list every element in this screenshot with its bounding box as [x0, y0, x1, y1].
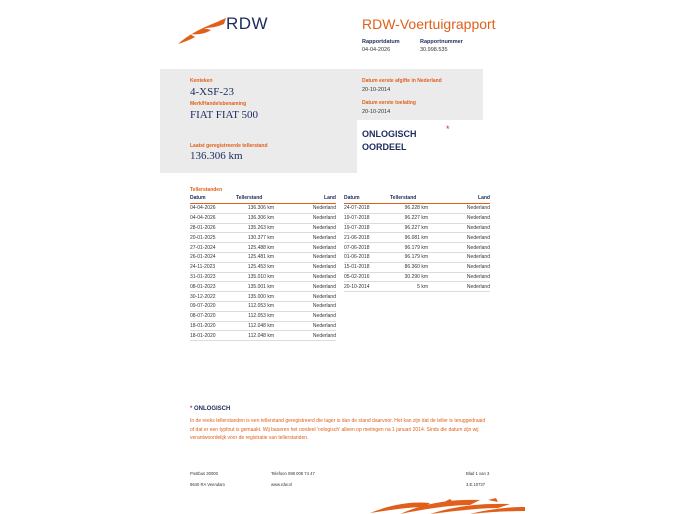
cell-reading: 96.081 km: [388, 233, 428, 243]
verdict-line-2: OORDEEL: [362, 141, 407, 152]
cell-date: 09-07-2020: [190, 301, 234, 311]
footer-page-number: Blad 1 van 3: [466, 471, 490, 476]
cell-reading: 136.306 km: [234, 213, 274, 223]
table-row: [190, 321, 336, 331]
cell-date: 04-04-2026: [190, 213, 234, 223]
cell-date: 04-04-2026: [190, 204, 234, 214]
verdict: [362, 128, 417, 153]
table-row: [190, 311, 336, 321]
cell-country: Nederland: [428, 223, 490, 233]
report-date-label: Rapportdatum: [362, 39, 400, 45]
plate-value: 4-XSF-23: [190, 86, 235, 98]
rdw-logo-icon: [177, 18, 227, 46]
cell-date: 08-07-2020: [190, 311, 234, 321]
cell-country: Nederland: [274, 252, 336, 262]
cell-reading: 96.179 km: [388, 252, 428, 262]
table-row: [190, 204, 336, 214]
model-label: Merk/Handelsbenaming: [190, 101, 247, 107]
odometer-table-left: [190, 195, 336, 341]
report-number-label: Rapportnummer: [420, 39, 463, 45]
table-header-row: [344, 195, 490, 204]
cell-country: Nederland: [428, 252, 490, 262]
footer-contact: [271, 471, 315, 487]
footnote-asterisk: *: [190, 406, 193, 412]
table-row: [344, 213, 490, 223]
footer-website-link[interactable]: www.rdw.nl: [271, 482, 292, 487]
cell-date: 26-01-2024: [190, 252, 234, 262]
footer-phone: Telefoon 088 008 74 47: [271, 471, 315, 476]
report-title: RDW-Voertuigrapport: [362, 16, 496, 32]
cell-reading: 5 km: [388, 282, 428, 292]
cell-date: 08-01-2023: [190, 282, 234, 292]
table-row: [190, 272, 336, 282]
cell-country: Nederland: [428, 262, 490, 272]
table-row: [344, 252, 490, 262]
odometer-section-title: Tellerstanden: [190, 187, 223, 193]
cell-reading: 112.053 km: [234, 311, 274, 321]
footer-address-line-2: 9640 RA Veendam: [190, 482, 225, 487]
cell-reading: 112.048 km: [234, 321, 274, 331]
cell-reading: 135.010 km: [234, 272, 274, 282]
cell-country: Nederland: [428, 243, 490, 253]
first-registration-nl-value: 20-10-2014: [362, 87, 391, 93]
cell-reading: 30.290 km: [388, 272, 428, 282]
verdict-line-1: ONLOGISCH: [362, 129, 417, 139]
column-header-date: Datum: [344, 195, 388, 204]
cell-date: 19-07-2018: [344, 213, 388, 223]
cell-reading: 96.179 km: [388, 243, 428, 253]
column-header-country: Land: [274, 195, 336, 204]
table-row: [190, 233, 336, 243]
column-header-reading: Tellerstand: [234, 195, 274, 204]
table-header-row: [190, 195, 336, 204]
cell-country: Nederland: [274, 233, 336, 243]
table-row: [344, 223, 490, 233]
table-row: [190, 243, 336, 253]
cell-reading: 96.227 km: [388, 213, 428, 223]
rdw-decorative-wave-icon: [370, 497, 525, 514]
cell-date: 15-01-2018: [344, 262, 388, 272]
cell-date: 20-10-2014: [344, 282, 388, 292]
cell-reading: 125.481 km: [234, 252, 274, 262]
verdict-asterisk: *: [446, 124, 450, 134]
cell-reading: 96.228 km: [388, 204, 428, 214]
table-row: [190, 223, 336, 233]
cell-country: Nederland: [274, 272, 336, 282]
cell-date: 18-01-2020: [190, 331, 234, 341]
first-registration-nl-label: Datum eerste afgifte in Nederland: [362, 78, 442, 84]
footnote-title: [190, 406, 230, 412]
cell-country: Nederland: [274, 262, 336, 272]
cell-country: Nederland: [428, 282, 490, 292]
cell-reading: 112.053 km: [234, 301, 274, 311]
report-date-value: 04-04-2026: [362, 47, 391, 53]
cell-reading: 96.227 km: [388, 223, 428, 233]
cell-date: 31-01-2023: [190, 272, 234, 282]
cell-reading: 125.488 km: [234, 243, 274, 253]
cell-date: 05-02-2016: [344, 272, 388, 282]
cell-country: Nederland: [428, 213, 490, 223]
cell-reading: 135.263 km: [234, 223, 274, 233]
cell-date: 19-07-2018: [344, 223, 388, 233]
table-row: [190, 301, 336, 311]
model-value: FIAT FIAT 500: [190, 109, 259, 121]
cell-reading: 135.001 km: [234, 282, 274, 292]
plate-label: Kenteken: [190, 78, 213, 84]
cell-date: 24-07-2018: [344, 204, 388, 214]
cell-country: Nederland: [428, 272, 490, 282]
odometer-table-right: [344, 195, 490, 292]
table-row: [190, 252, 336, 262]
brand-name: RDW: [226, 14, 269, 33]
table-row: [190, 282, 336, 292]
cell-reading: 125.453 km: [234, 262, 274, 272]
report-date: [362, 39, 400, 53]
cell-country: Nederland: [274, 282, 336, 292]
cell-reading: 135.000 km: [234, 292, 274, 302]
cell-country: Nederland: [274, 311, 336, 321]
table-row: [344, 243, 490, 253]
cell-date: 21-06-2018: [344, 233, 388, 243]
footer-code: 3.E.10737: [466, 482, 486, 487]
cell-date: 01-06-2018: [344, 252, 388, 262]
cell-date: 27-01-2024: [190, 243, 234, 253]
table-row: [344, 282, 490, 292]
table-row: [190, 292, 336, 302]
column-header-date: Datum: [190, 195, 234, 204]
table-row: [344, 233, 490, 243]
report-number-value: 30.998.535: [420, 47, 448, 53]
odometer-label: Laatst geregistreerde tellerstand: [190, 143, 268, 149]
table-row: [190, 213, 336, 223]
first-admission-value: 20-10-2014: [362, 109, 391, 115]
cell-reading: 130.377 km: [234, 233, 274, 243]
table-row: [344, 272, 490, 282]
cell-country: Nederland: [274, 223, 336, 233]
column-header-reading: Tellerstand: [388, 195, 428, 204]
cell-country: Nederland: [274, 301, 336, 311]
table-row: [190, 262, 336, 272]
cell-date: 30-12-2022: [190, 292, 234, 302]
cell-date: 18-01-2020: [190, 321, 234, 331]
cell-reading: 136.306 km: [234, 204, 274, 214]
footnote-title-text: ONLOGISCH: [194, 406, 231, 412]
cell-date: 28-01-2026: [190, 223, 234, 233]
table-row: [190, 331, 336, 341]
footer-address-line-1: Postbus 30000: [190, 471, 218, 476]
table-row: [344, 204, 490, 214]
report-number: [420, 39, 463, 53]
cell-country: Nederland: [428, 233, 490, 243]
cell-country: Nederland: [274, 243, 336, 253]
cell-country: Nederland: [274, 292, 336, 302]
odometer-value: 136.306 km: [190, 150, 243, 162]
footnote-text: In de reeks tellerstanden is een tellerstand geregistreerd die lager is dan de stand daarvoor. Het kan zijn dat de teller is teruggedraaid of dat er een typfout is gemaakt. Wij baseren het oordeel 'onlogisch' alleen op metingen na 1 januari 2014. Sinds die datum zijn wij verantwoordelijk voor de registratie van tellerstanden.: [190, 418, 486, 441]
column-header-country: Land: [428, 195, 490, 204]
cell-reading: 112.048 km: [234, 331, 274, 341]
cell-country: Nederland: [274, 331, 336, 341]
cell-reading: 86.360 km: [388, 262, 428, 272]
footer-page-info: [466, 471, 489, 487]
cell-country: Nederland: [274, 204, 336, 214]
footer-address: [190, 471, 225, 487]
cell-date: 20-01-2025: [190, 233, 234, 243]
cell-country: Nederland: [274, 321, 336, 331]
first-admission-label: Datum eerste toelating: [362, 100, 416, 106]
cell-date: 24-11-2023: [190, 262, 234, 272]
cell-date: 07-06-2018: [344, 243, 388, 253]
cell-country: Nederland: [428, 204, 490, 214]
cell-country: Nederland: [274, 213, 336, 223]
table-row: [344, 262, 490, 272]
